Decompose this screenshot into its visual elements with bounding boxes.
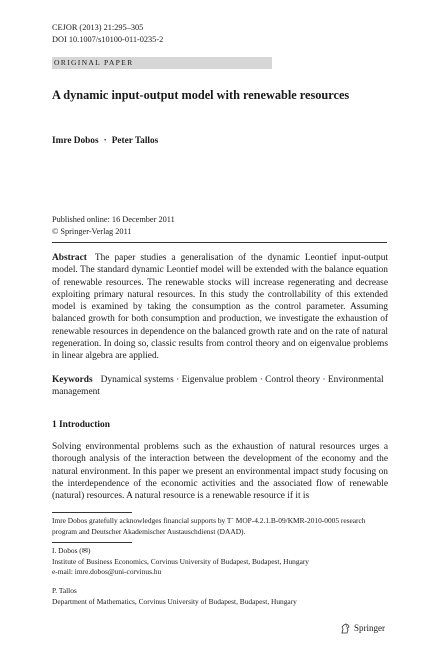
springer-horse-icon — [340, 623, 351, 634]
paper-title: A dynamic input-output model with renewable resources — [52, 88, 350, 102]
author-name: I. Dobos (✉) — [52, 546, 91, 555]
publication-info — [52, 214, 175, 237]
author-name: Peter Tallos — [111, 136, 159, 146]
abstract-text: The paper studies a generalisation of the dynamic Leontief input-output model. The standard dynamic Leontief model will be extended with the balance equation of renewable resources. The renewable stocks will increase regenerating and decrease exploiting primary natural resources. In this study the controllability of this extended model is examined by taking the consumption as the control parameter. Assuming balanced growth for both consumption and production, we investigate the exhaustion of renewable resources in dependence on the balanced growth rate and on the rate of natural regeneration. In doing so, classic results from control theory and on eigenvalue problems in linear algebra are applied. — [52, 253, 388, 362]
copyright-notice: © Springer-Verlag 2011 — [52, 226, 132, 236]
section-heading: 1 Introduction — [52, 420, 110, 430]
acknowledgement-footnote — [52, 516, 388, 537]
introduction-paragraph: Solving environmental problems such as the exhaustion of natural resources urges a thorough analysis of the interaction between the development of the economy and the natural environment. In this paper we present an environmental impact study focusing on the interdependence of the economic activities and the associated flow of renewable (natural) resources. A natural resource is a renewable resource if it is — [52, 442, 388, 502]
footnote-rule — [52, 512, 132, 513]
affiliation-text: Department of Mathematics, Corvinus University of Budapest, Budapest, Hungary — [52, 596, 297, 606]
publisher-logo — [340, 623, 385, 634]
divider-rule — [52, 242, 387, 243]
paper-type-banner: ORIGINAL PAPER — [52, 57, 272, 69]
author-name: P. Tallos — [52, 586, 77, 595]
keywords-text: Dynamical systems · Eigenvalue problem · Control theory · Environmental management — [52, 375, 384, 398]
author-affiliation — [52, 546, 388, 578]
doi: DOI 10.1007/s10100-011-0235-2 — [52, 35, 164, 44]
author-affiliation — [52, 586, 388, 607]
affiliation-text: Institute of Business Economics, Corvinus University of Budapest, Budapest, Hungary — [52, 556, 310, 566]
publisher-name: Springer — [354, 623, 385, 633]
abstract — [52, 252, 388, 363]
author-separator: · — [103, 136, 107, 146]
author-list — [52, 136, 158, 146]
email-text: e-mail: imre.dobos@uni-corvinus.hu — [52, 567, 162, 576]
abstract-label: Abstract — [52, 253, 87, 263]
published-date: Published online: 16 December 2011 — [52, 215, 175, 224]
journal-citation: CEJOR (2013) 21:295–305 — [52, 23, 144, 32]
journal-header — [52, 22, 163, 46]
author-name: Imre Dobos — [52, 136, 99, 146]
footnote-rule — [52, 542, 132, 543]
acknowledgement-text: Imre Dobos gratefully acknowledges financial supports by T´ MOP-4.2.1.B-09/KMR-2010-0005 research program and Deutscher Akademischer Austauschdienst (DAAD). — [52, 516, 366, 536]
keywords-label: Keywords — [52, 375, 93, 385]
keywords — [52, 374, 388, 399]
